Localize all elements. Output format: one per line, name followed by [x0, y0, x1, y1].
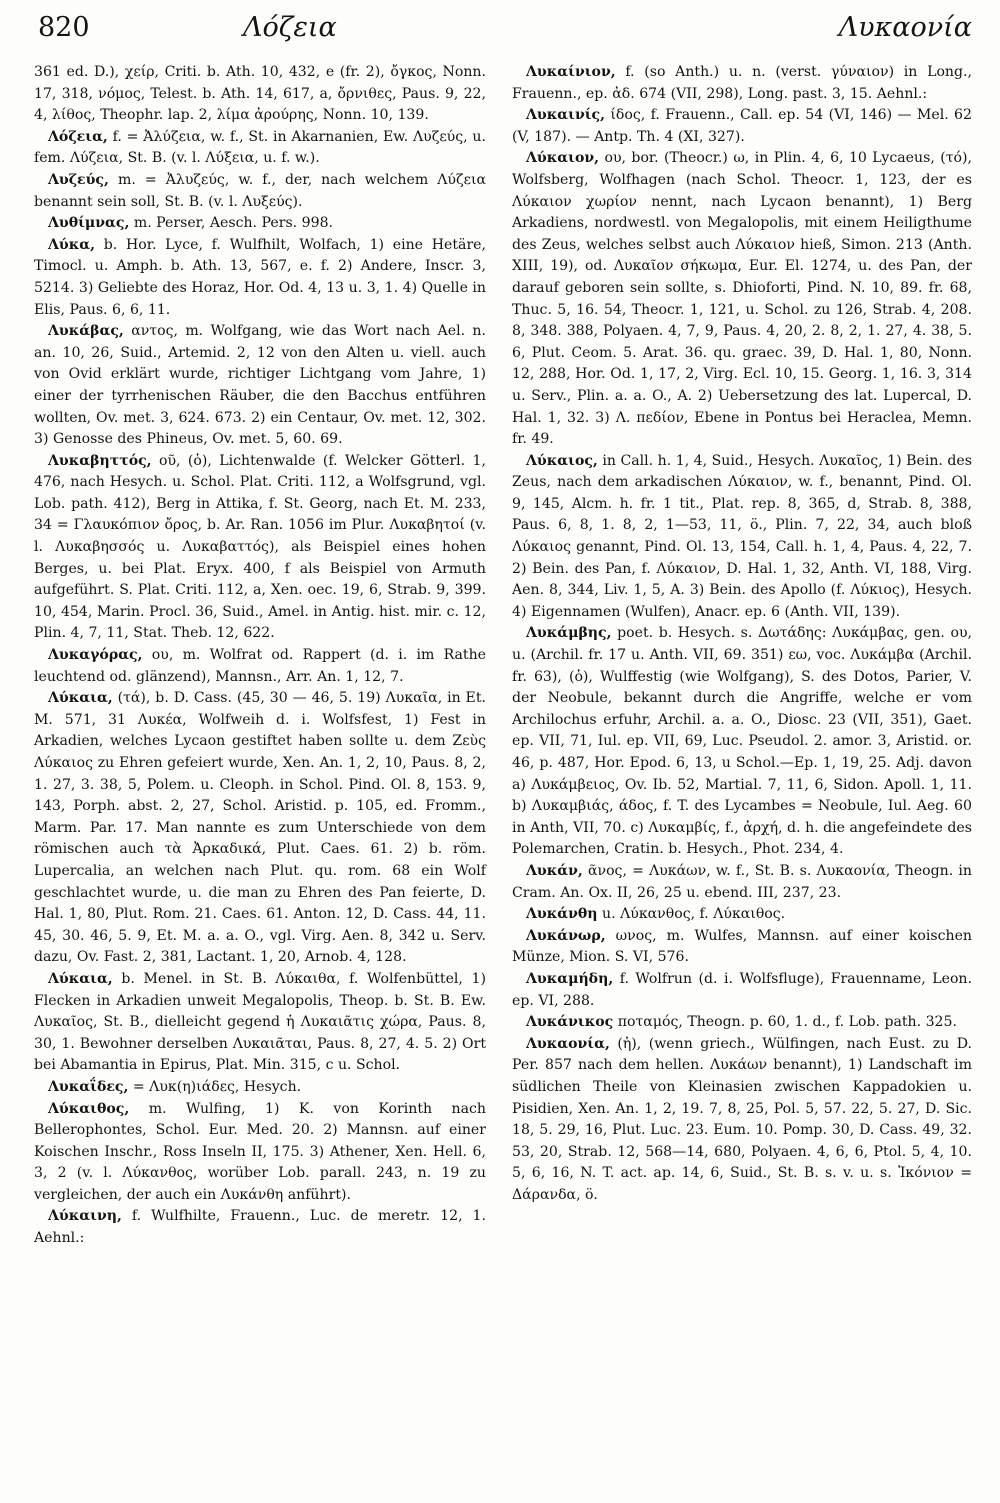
dictionary-entry: [512, 969, 972, 1012]
dictionary-entry: [34, 62, 486, 127]
entry-text: in Call. h. 1, 4, Suid., Hesych. Λυκαῖος, 1) Bein. des Zeus, nach dem arkadischen Λύκαιον, w. f., benannt, Pind. Ol. 9, 145, Alcm. h. fr. 1 tit., Plat. rep. 8, 365, d, Strab. 8, 388, Paus. 6, 8, 1. 8, 2, 1—53, 11, ö., Plin. 7, 22, 34, auch bloß Λύκαιος genannt, Pind. Ol. 13, 154, Call. h. 1, 4, Paus. 4, 22, 7. 2) Bein. des Pan, f. Λύκαιον, D. Hal. 1, 32, Anth. VI, 188, Virg. Aen. 8, 344, Liv. 1, 5, A. 3) Bein. des Apollo (f. Λύκιος), Hesych. 4) Eigennamen (Wulfen), Anacr. ep. 6 (Anth. VII, 139).: [512, 452, 972, 620]
entry-text: u. Λύκανθος, f. Λύκαιθος.: [602, 906, 786, 923]
entry-headword: Λύκαια,: [48, 690, 113, 707]
dictionary-entry: [512, 904, 972, 926]
entry-headword: Λυκάνθη: [526, 906, 598, 923]
entry-text: αντος, m. Wolfgang, wie das Wort nach Ael. n. an. 10, 26, Suid., Artemid. 2, 12 von den Alten u. viell. auch von Ovid erklärt wurde, richtiger Lichtgang vom Jahre, 1) einer der tyrrhenischen Räuber, die den Bacchus entführen wollten, Ov. met. 3, 624. 673. 2) ein Centaur, Ov. met. 12, 302. 3) Genosse des Phineus, Ov. met. 5, 60. 69.: [34, 323, 486, 448]
entry-text: b. Menel. in St. B. Λύκαιθα, f. Wolfenbüttel, 1) Flecken in Arkadien unweit Megalopolis, Theop. b. St. B. Ew. Λυκαῖος, St. B., dielleicht gegend ἡ Λυκαιᾶτις χώρα, Paus. 8, 30, 1. Bewohner derselben Λυκαιᾶται, Paus. 8, 27, 4. 5. 2) Ort bei Abamantia in Epirus, Plat. Min. 315, c u. Schol.: [34, 970, 486, 1074]
dictionary-entry: [512, 105, 972, 148]
entry-text: ωνος, m. Wulfes, Mannsn. auf einer koischen Münze, Mion. S. VI, 576.: [512, 927, 973, 966]
entry-headword: Λυθίμνας,: [48, 215, 130, 232]
page-number: 820: [38, 12, 90, 43]
entry-text: = Λυκ(η)ιάδες, Hesych.: [132, 1078, 302, 1095]
entry-headword: Λυκάνωρ,: [526, 927, 606, 944]
dictionary-entry: [512, 861, 972, 904]
left-column: [34, 62, 486, 1250]
entry-headword: Λυκάβας,: [48, 323, 124, 340]
entry-headword: Λύκαιθος,: [48, 1100, 130, 1117]
entry-text: m. Wulfing, 1) K. von Korinth nach Bellerophontes, Schol. Eur. Med. 20. 2) Mannsn. auf einer Koischen Inschr., Ross Inseln II, 175. 3) Athener, Xen. Hell. 6, 3, 2 (v. l. Λύκανθος, worüber Lob. parall. 243, n. 19 zu vergleichen, der auch ein Λυκάνθη anführt).: [34, 1100, 487, 1203]
entry-headword: Λυκαβηττός,: [48, 452, 152, 469]
dictionary-entry: [34, 688, 486, 969]
entry-text: f. Wulfhilte, Frauenn., Luc. de meretr. 12, 1. Aehnl.:: [34, 1208, 486, 1247]
entry-text: b. Hor. Lyce, f. Wulfhilt, Wolfach, 1) eine Hetäre, Timocl. u. Amph. b. Ath. 13, 567, e. f. 2) Andere, Inscr. 3, 5214. 3) Geliebte des Horaz, Hor. Od. 4, 13 u. 3, 1. 4) Quelle in Elis, Paus. 6, 6, 11.: [34, 236, 487, 318]
dictionary-entry: [512, 623, 972, 861]
dictionary-entry: [34, 170, 486, 213]
entry-headword: Λυκαινίς,: [526, 107, 606, 124]
entry-headword: Λύκαιος,: [526, 452, 598, 469]
dictionary-entry: [34, 213, 486, 235]
entry-text: m. = Ἀλυζεύς, w. f., der, nach welchem Λύζεια benannt sein soll, St. B. (v. l. Λυξεύς).: [34, 171, 486, 210]
entry-text: f. (so Anth.) u. n. (verst. γύναιον) in Long., Frauenn., ep. ἀδ. 674 (VII, 298), Long. past. 3, 15. Aehnl.:: [512, 64, 972, 102]
dictionary-entry: [512, 1012, 972, 1034]
entry-headword: Λυκαονία,: [526, 1035, 610, 1052]
dictionary-entry: [34, 1077, 486, 1099]
entry-text: ποταμός, Theogn. p. 60, 1. d., f. Lob. path. 325.: [617, 1014, 957, 1031]
dictionary-entry: [34, 235, 486, 321]
dictionary-entry: [512, 926, 972, 969]
entry-text: (ἡ), (wenn griech., Wülfingen, nach Eust. zu D. Per. 857 nach dem hellen. Λυκάων benannt), 1) Landschaft im südlichen Theile von Kleinasien zwischen Kappadokien u. Pisidien, Xen. An. 1, 2, 19. 7, 8, 25, Pol. 5, 57. 22, 5. 27, D. Sic. 18, 5. 29, 16, Plut. Luc. 23. Eum. 10. Pomp. 30, D. Cass. 49, 32. 53, 20, Strab. 12, 568—14, 680, Polyaen. 4, 6, 6, Ptol. 5, 4, 10. 5, 6, 16, N. T. act. ap. 14, 6, Suid., St. B. s. v. u. s. Ἰκόνιον = Δάρανδα, ö.: [512, 1035, 972, 1203]
dictionary-entry: [34, 1099, 486, 1207]
right-column: [512, 62, 972, 1206]
dictionary-entry: [34, 1206, 486, 1249]
entry-headword: Λυκαμήδη,: [526, 970, 614, 987]
entry-headword: Λυκάν,: [526, 862, 583, 879]
dictionary-entry: [512, 62, 972, 105]
entry-text: ου, bor. (Theocr.) ω, in Plin. 4, 6, 10 Lycaeus, (τό), Wolfsberg, Wolfhagen (nach Schol. Theocr. 1, 123, der es Λύκαιον χωρίον nennt, nach Lycaon benannt), 1) Berg Arkadiens, nordwestl. von Megalopolis, mit einem Heiligthume des Zeus, welches selbst auch Λύκαιον hieß, Simon. 213 (Anth. XIII, 19), od. Λυκαῖον σήκωμα, Eur. El. 1274, u. des Pan, der darauf geboren sein sollte, s. Dhioforti, Pind. N. 10, 89. fr. 68, Thuc. 5, 16. 54, Theocr. 1, 121, u. Schol. zu 126, Strab. 4, 208. 8, 348. 388, Polyaen. 4, 7, 9, Paus. 4, 20, 2. 8, 2, 1. 27, 4. 38, 5. 6, Plut. Ceom. 5. Arat. 36. qu. graec. 39, D. Hal. 1, 80, Nonn. 12, 288, Hor. Od. 1, 17, 2, Virg. Ecl. 10, 15. Georg. 1, 16. 3, 314 u. Serv., Plin. a. a. O., A. 2) Uebersetzung des lat. Lupercal, D. Hal. 1, 32. 3) Λ. πεδίον, Ebene in Pontus bei Heraclea, Memn. fr. 49.: [512, 150, 972, 448]
entry-headword: Λυκάνικος: [526, 1014, 614, 1031]
dictionary-entry: [512, 148, 972, 450]
entry-headword: Λύκαια,: [48, 970, 113, 987]
dictionary-entry: [512, 451, 972, 624]
dictionary-entry: [34, 451, 486, 645]
entry-headword: Λυζεύς,: [48, 171, 109, 188]
entry-text: ου, m. Wolfrat od. Rappert (d. i. im Rathe leuchtend od. glänzend), Mannsn., Arr. An. 1, 12, 7.: [34, 647, 486, 685]
entry-text: m. Perser, Aesch. Pers. 998.: [133, 215, 334, 232]
dictionary-entry: [34, 321, 486, 451]
entry-headword: Λυκάμβης,: [526, 625, 612, 642]
dictionary-entry: [34, 969, 486, 1077]
entry-text: 361 ed. D.), χείρ, Criti. b. Ath. 10, 432, e (fr. 2), ὄγκος, Nonn. 17, 318, νόμος, Telest. b. Ath. 14, 617, a, ὄρνιθες, Paus. 9, 22, 4, λίθος, Theophr. lap. 2, λίμα ἀρούρης, Nonn. 10, 139.: [34, 64, 486, 124]
entry-text: (τά), b. D. Cass. (45, 30 — 46, 5. 19) Λυκαῖα, in Et. M. 571, 31 Λυκέα, Wolfweih d. i. Wolfsfest, 1) Fest in Arkadien, welches Lycaon gestiftet haben sollte u. dem Ζεὺς Λύκαιος zu Ehren gefeiert wurde, Xen. An. 1, 2, 10, Paus. 8, 2, 1. 27, 3. 38, 5, Polem. u. Cleoph. in Schol. Pind. Ol. 8, 153. 9, 143, Porph. abst. 2, 27, Schol. Aristid. p. 105, ed. Fromm., Marm. Par. 17. Man nannte es zum Unterschiede von dem römischen auch τὰ Ἀρκαδικά, Plut. Caes. 61. 2) b. röm. Lupercalia, an welchen nach Plut. qu. rom. 68 ein Wolf geschlachtet wurde, u. die man zu Ehren des Pan feierte, D. Hal. 1, 80, Plut. Rom. 21. Caes. 61. Anton. 12, D. Cass. 44, 11. 45, 30. 46, 5. 9, Et. M. a. a. O., vgl. Virg. Aen. 8, 342 u. Serv. dazu, Ov. Fast. 2, 381, Lactant. 1, 20, Arnob. 4, 128.: [34, 690, 486, 966]
entry-text: ᾶνος, = Λυκάων, w. f., St. B. s. Λυκαονία, Theogn. in Cram. An. Ox. II, 26, 25 u. ebend. III, 237, 23.: [512, 862, 972, 901]
entry-text: ίδος, f. Frauenn., Call. ep. 54 (VI, 146) — Mel. 62 (V, 187). — Antp. Th. 4 (XI, 327).: [512, 107, 972, 145]
entry-headword: Λόζεια,: [48, 128, 108, 145]
entry-headword: Λυκαΐδες,: [48, 1078, 129, 1095]
right-catchword: Λυκαονία: [838, 12, 972, 43]
dictionary-entry: [34, 645, 486, 688]
entry-text: f. = Ἀλύζεια, w. f., St. in Akarnanien, Ew. Λυζεύς, u. fem. Λύζεια, St. B. (v. l. Λύξεια, u. f. w.).: [34, 128, 486, 167]
entry-headword: Λυκαγόρας,: [48, 647, 143, 664]
entry-text: poet. b. Hesych. s. Δωτάδης: Λυκάμβας, gen. ου, u. (Archil. fr. 17 u. Anth. VII, 69. 351) εω, voc. Λυκάμβα (Archil. fr. 63), (ὁ), Wulffestig (wie Wolfgang), S. des Dotos, Parier, V. der Neobule, bekannt durch die Angriffe, welche er vom Archilochus erfuhr, Archil. a. a. O., Diosc. 23 (VII, 351), Gaet. ep. VII, 71, Iul. ep. VII, 69, Luc. Pseudol. 2. amor. 3, Aristid. or. 46, p. 487, Hor. Epod. 6, 13, u Schol.—Ep. 1, 19, 25. Adj. davon a) Λυκάμβειος, Ov. Ib. 52, Martial. 7, 11, 6, Sidon. Apoll. 1, 11. b) Λυκαμβιάς, άδος, f. T. des Lycambes = Neobule, Iul. Aeg. 60 in Anth, VII, 70. c) Λυκαμβίς, f., ἀρχή, d. h. die angefeindete des Polemarchen, Cratin. b. Hesych., Phot. 234, 4.: [512, 625, 972, 858]
entry-text: οῦ, (ὁ), Lichtenwalde (f. Welcker Götterl. 1, 476, nach Hesych. u. Schol. Plat. Criti. 112, a Wolfsgrund, vgl. Lob. path. 412), Berg in Attika, f. St. Georg, nach Et. M. 233, 34 = Γλαυκόπιον ὄρος, b. Ar. Ran. 1056 im Plur. Λυκαβητοί (v. l. Λυκαβησσός u. Λυκαβαττός), als Beispiel eines hohen Berges, u. bei Plat. Eryx. 400, f als Beispiel von Armuth aufgeführt. S. Plat. Criti. 112, a, Xen. oec. 19, 6, Strab. 9, 399. 10, 454, Marin. Procl. 36, Suid., Amel. in Antig. hist. mir. c. 12, Plin. 4, 7, 11, Stat. Theb. 12, 622.: [34, 452, 486, 642]
left-catchword: Λόζεια: [243, 12, 337, 43]
entry-headword: Λυκαίνιον,: [526, 64, 616, 80]
entry-headword: Λύκα,: [48, 236, 96, 253]
entry-text: f. Wolfrun (d. i. Wolfsfluge), Frauenname, Leon. ep. VI, 288.: [512, 970, 972, 1009]
dictionary-entry: [34, 127, 486, 170]
page-header: [30, 8, 978, 50]
dictionary-entry: [512, 1034, 972, 1207]
entry-headword: Λύκαινη,: [48, 1208, 122, 1225]
entry-headword: Λύκαιον,: [526, 150, 600, 167]
